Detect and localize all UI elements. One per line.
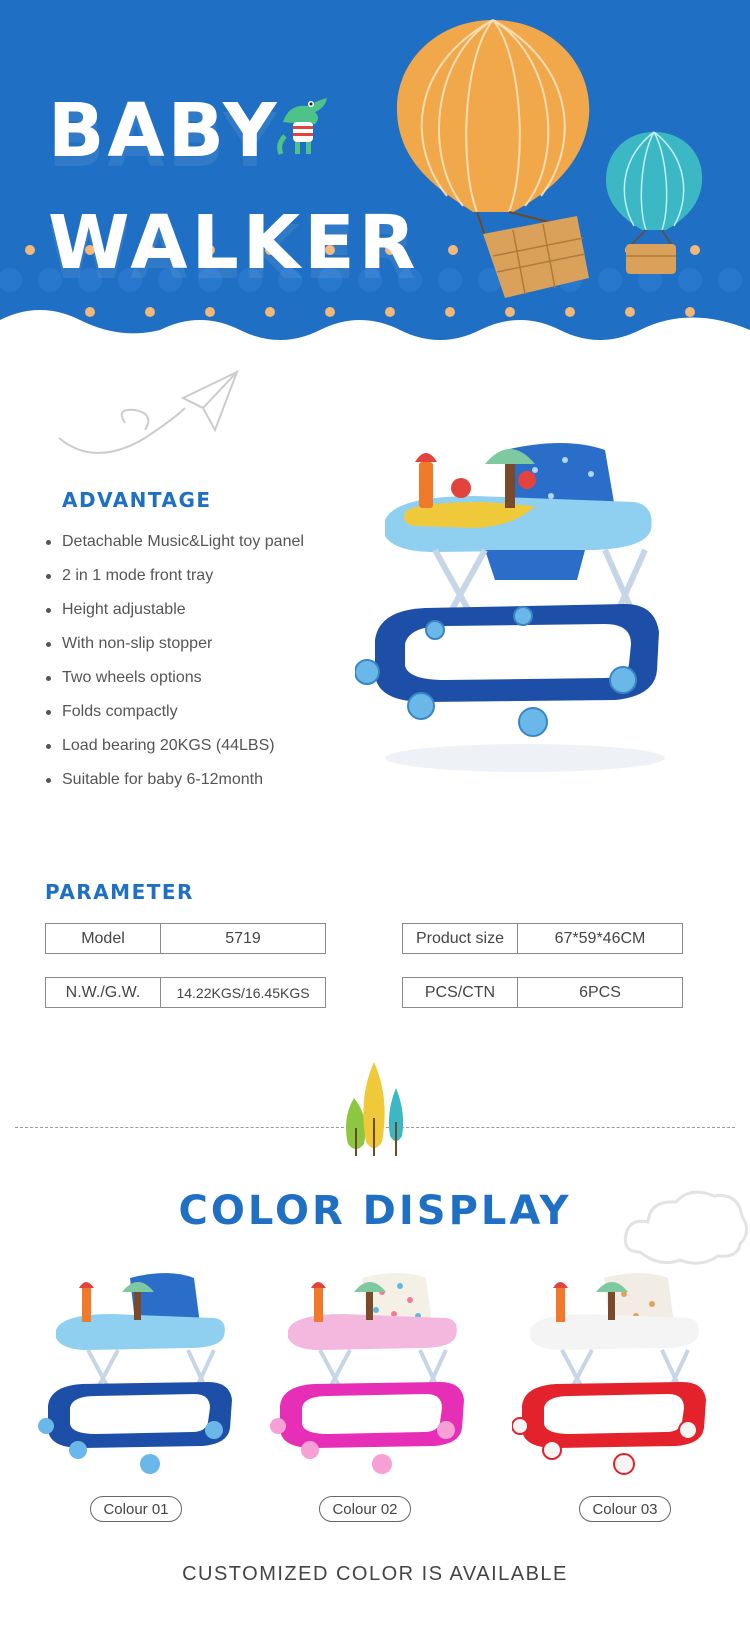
param-value: 6PCS — [579, 983, 621, 1001]
param-key: Product size — [403, 924, 518, 953]
param-row-model — [45, 923, 326, 954]
param-row-pcs-ctn — [402, 977, 683, 1008]
colour-03-label: Colour 03 — [579, 1496, 671, 1522]
parameter-heading: PARAMETER — [45, 880, 194, 904]
advantage-heading: ADVANTAGE — [62, 488, 212, 512]
param-value: 5719 — [225, 929, 261, 947]
param-value: 14.22KGS/16.45KGS — [176, 984, 310, 1001]
advantage-item: Detachable Music&Light toy panel — [44, 528, 304, 562]
teal-balloon-icon — [600, 128, 710, 288]
advantage-item: Load bearing 20KGS (44LBS) — [44, 732, 304, 766]
param-key: N.W./G.W. — [46, 978, 161, 1007]
color-display-heading: COLOR DISPLAY — [178, 1188, 572, 1234]
paper-plane-icon — [55, 368, 245, 458]
colour-01-label: Colour 01 — [90, 1496, 182, 1522]
param-row-product-size — [402, 923, 683, 954]
cloud-outline-icon — [620, 1182, 750, 1274]
advantage-list — [44, 528, 304, 800]
trees-icon — [338, 1058, 416, 1158]
advantage-item: Folds compactly — [44, 698, 304, 732]
param-key: PCS/CTN — [403, 978, 518, 1007]
crocodile-mascot-icon — [275, 92, 335, 162]
advantage-item: Height adjustable — [44, 596, 304, 630]
colour-02-label: Colour 02 — [319, 1496, 411, 1522]
advantage-item: Two wheels options — [44, 664, 304, 698]
walker-colour-02-image — [270, 1270, 480, 1490]
advantage-item: 2 in 1 mode front tray — [44, 562, 304, 596]
hero-banner — [0, 0, 750, 372]
customized-color-note: CUSTOMIZED COLOR IS AVAILABLE — [182, 1563, 568, 1585]
orange-balloon-icon — [393, 16, 603, 306]
hero-title-line2: WALKER — [48, 200, 420, 286]
advantage-item: Suitable for baby 6-12month — [44, 766, 304, 800]
param-row-weight — [45, 977, 326, 1008]
walker-colour-03-image — [512, 1270, 722, 1490]
walker-product-image — [355, 440, 695, 780]
walker-colour-01-image — [38, 1270, 248, 1490]
param-value: 67*59*46CM — [554, 929, 646, 947]
param-key: Model — [46, 924, 161, 953]
hero-title-line1: BABY — [48, 88, 280, 174]
cloud-edge-icon — [0, 300, 750, 372]
advantage-item: With non-slip stopper — [44, 630, 304, 664]
